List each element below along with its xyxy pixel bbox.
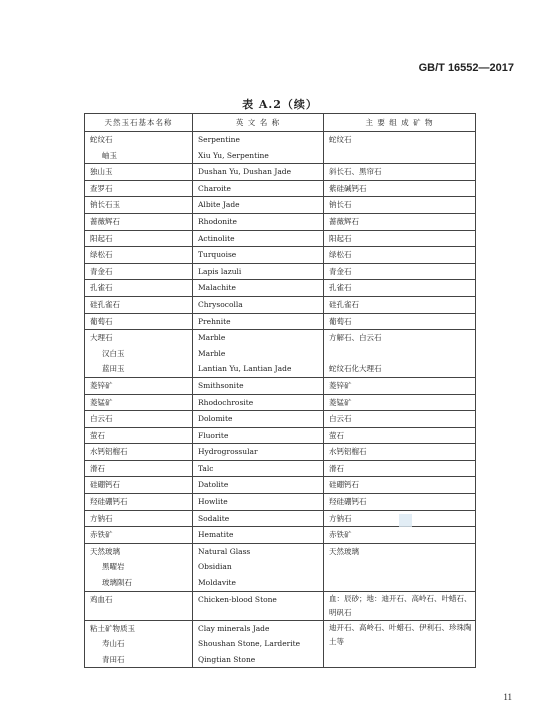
- english-name: Lapis lazuli: [198, 266, 242, 276]
- cell-mineral: [324, 164, 476, 181]
- cell-mineral: [324, 280, 476, 297]
- mineral-text: 硅硼钙石: [329, 480, 359, 490]
- english-name: Sodalite: [198, 513, 230, 523]
- mineral-text: 天然玻璃: [329, 546, 359, 556]
- table-row: [85, 460, 476, 477]
- cell-english-name: [193, 494, 324, 511]
- gem-name: 菱锌矿: [90, 380, 113, 390]
- english-name: Malachite: [198, 283, 236, 293]
- table-row: [85, 477, 476, 494]
- table-row: [85, 280, 476, 297]
- cell-english-name: [193, 263, 324, 280]
- cell-name: [85, 296, 193, 313]
- cell-mineral: [324, 197, 476, 214]
- cell-name: [85, 330, 193, 378]
- mineral-text: 萤石: [329, 430, 344, 440]
- mineral-text: 羟硅硼钙石: [329, 497, 367, 507]
- cell-name: [85, 444, 193, 461]
- gem-name: 绿松石: [90, 250, 113, 260]
- table-row: [85, 180, 476, 197]
- cell-mineral: [324, 444, 476, 461]
- english-name: Charoite: [198, 183, 231, 193]
- english-name: Xiu Yu, Serpentine: [198, 150, 269, 160]
- english-name: Serpentine: [198, 135, 240, 144]
- mineral-text: 水钙铝榴石: [329, 447, 367, 457]
- english-name: Marble: [198, 333, 226, 343]
- mineral-text: 蛇纹石化大理石: [329, 364, 382, 374]
- cell-name: [85, 427, 193, 444]
- gem-name: 蛇纹石: [90, 135, 113, 144]
- cell-english-name: [193, 280, 324, 297]
- variety-name: 青田石: [102, 654, 125, 664]
- cell-mineral: [324, 543, 476, 591]
- table-row: [85, 197, 476, 214]
- variety-name: 玻璃陨石: [102, 578, 132, 588]
- table-row: [85, 527, 476, 544]
- cell-mineral: [324, 213, 476, 230]
- cell-name: [85, 280, 193, 297]
- mineral-text: 方钠石: [329, 513, 352, 523]
- table-row: [85, 230, 476, 247]
- cell-name: [85, 620, 193, 668]
- variety-name: 寿山石: [102, 639, 125, 649]
- cell-name: [85, 411, 193, 428]
- cell-mineral: [324, 591, 476, 620]
- gem-name: 孔雀石: [90, 283, 113, 293]
- english-name: Natural Glass: [198, 546, 251, 556]
- english-name: Shoushan Stone, Larderite: [198, 639, 301, 649]
- english-name: Chicken-blood Stone: [198, 594, 277, 604]
- cell-english-name: [193, 197, 324, 214]
- gem-name: 阳起石: [90, 233, 113, 243]
- table-row: [85, 132, 476, 164]
- english-name: Clay minerals Jade: [198, 623, 270, 633]
- table-row: [85, 377, 476, 394]
- cell-name: [85, 313, 193, 330]
- gem-name: 鸡血石: [90, 594, 113, 604]
- cell-mineral: [324, 411, 476, 428]
- cell-english-name: [193, 132, 324, 164]
- table-row: [85, 494, 476, 511]
- mineral-text: 葡萄石: [329, 316, 352, 326]
- table-body: [85, 132, 476, 668]
- table-row: [85, 164, 476, 181]
- cell-mineral: [324, 313, 476, 330]
- cell-mineral: [324, 494, 476, 511]
- cell-mineral: [324, 427, 476, 444]
- gem-name: 葡萄石: [90, 316, 113, 326]
- cell-mineral: [324, 296, 476, 313]
- cell-mineral: [324, 330, 476, 378]
- table-row: [85, 411, 476, 428]
- gem-name: 粘土矿物质玉: [90, 623, 135, 633]
- cell-mineral: [324, 180, 476, 197]
- english-name: Rhodonite: [198, 216, 237, 226]
- variety-name: 黑曜岩: [102, 562, 125, 572]
- mineral-text: 菱锌矿: [329, 380, 352, 390]
- english-name: Howlite: [198, 497, 228, 507]
- table-row: [85, 620, 476, 668]
- cell-name: [85, 527, 193, 544]
- cell-name: [85, 132, 193, 164]
- table-row: [85, 330, 476, 378]
- english-name: Qingtian Stone: [198, 654, 256, 664]
- mineral-text: 血：辰砂；地：迪开石、高岭石、叶蜡石、明矾石: [329, 593, 472, 617]
- mineral-text: 迪开石、高岭石、叶蜡石、伊利石、珍珠陶土等: [329, 622, 472, 646]
- gem-name: 赤铁矿: [90, 530, 113, 540]
- cell-english-name: [193, 411, 324, 428]
- cell-name: [85, 197, 193, 214]
- english-name: Lantian Yu, Lantian Jade: [198, 364, 292, 374]
- cell-name: [85, 230, 193, 247]
- cell-english-name: [193, 620, 324, 668]
- table-row: [85, 247, 476, 264]
- cell-mineral: [324, 247, 476, 264]
- cell-english-name: [193, 247, 324, 264]
- cell-mineral: [324, 394, 476, 411]
- cell-english-name: [193, 296, 324, 313]
- column-header-english: 英 文 名 称: [193, 114, 324, 132]
- mineral-text: 孔雀石: [329, 283, 352, 293]
- cell-english-name: [193, 377, 324, 394]
- variety-name: 蓝田玉: [102, 364, 125, 374]
- mineral-text: 赤铁矿: [329, 530, 352, 540]
- gem-name: 滑石: [90, 463, 105, 473]
- cell-english-name: [193, 180, 324, 197]
- cell-mineral: [324, 460, 476, 477]
- table-row: [85, 313, 476, 330]
- cell-name: [85, 213, 193, 230]
- gem-name: 钠长石玉: [90, 200, 120, 210]
- gem-name: 蔷薇辉石: [90, 216, 120, 226]
- gem-name: 大理石: [90, 333, 113, 343]
- standard-code: GB/T 16552—2017: [418, 62, 514, 74]
- english-name: Dushan Yu, Dushan Jade: [198, 167, 292, 177]
- gem-name: 查罗石: [90, 183, 113, 193]
- english-name: Chrysocolla: [198, 299, 243, 309]
- gem-name: 羟硅硼钙石: [90, 497, 128, 507]
- cell-english-name: [193, 330, 324, 378]
- table-row: [85, 543, 476, 591]
- english-name: Smithsonite: [198, 380, 244, 390]
- table-row: [85, 394, 476, 411]
- mineral-text: 蛇纹石: [329, 135, 352, 144]
- cell-english-name: [193, 527, 324, 544]
- gem-name: 天然玻璃: [90, 546, 120, 556]
- variety-name: 岫玉: [102, 150, 117, 160]
- cell-english-name: [193, 427, 324, 444]
- cell-english-name: [193, 477, 324, 494]
- table-header-row: [85, 114, 476, 132]
- cell-name: [85, 591, 193, 620]
- english-name: Fluorite: [198, 430, 229, 440]
- table-row: [85, 427, 476, 444]
- mineral-text: [329, 346, 475, 362]
- english-name: Actinolite: [198, 233, 235, 243]
- gem-name: 独山玉: [90, 167, 113, 177]
- english-name: Dolomite: [198, 414, 233, 424]
- cell-english-name: [193, 230, 324, 247]
- page-number: 11: [503, 692, 512, 702]
- cell-name: [85, 263, 193, 280]
- english-name: Obsidian: [198, 562, 232, 572]
- table-row: [85, 296, 476, 313]
- english-name: Hydrogrossular: [198, 447, 258, 457]
- mineral-text: 白云石: [329, 414, 352, 424]
- cell-name: [85, 180, 193, 197]
- english-name: Prehnite: [198, 316, 231, 326]
- gem-name: 水钙铝榴石: [90, 447, 128, 457]
- mineral-text: 方解石、白云石: [329, 333, 382, 343]
- cell-name: [85, 543, 193, 591]
- table-row: [85, 263, 476, 280]
- english-name: Marble: [198, 348, 226, 358]
- cell-name: [85, 460, 193, 477]
- english-name: Rhodochrosite: [198, 397, 254, 407]
- gem-name: 萤石: [90, 430, 105, 440]
- mineral-text: 钠长石: [329, 200, 352, 210]
- gem-name: 菱锰矿: [90, 397, 113, 407]
- gem-name: 硅硼钙石: [90, 480, 120, 490]
- cell-name: [85, 494, 193, 511]
- mineral-text: 滑石: [329, 463, 344, 473]
- cell-english-name: [193, 313, 324, 330]
- table-title: 表 A.2（续）: [242, 98, 318, 111]
- watermark-mark: [399, 514, 412, 527]
- english-name: Moldavite: [198, 578, 236, 588]
- table-row: [85, 510, 476, 527]
- cell-mineral: [324, 527, 476, 544]
- gem-name: 硅孔雀石: [90, 299, 120, 309]
- variety-name: 汉白玉: [102, 348, 125, 358]
- mineral-text: 绿松石: [329, 250, 352, 260]
- cell-mineral: [324, 477, 476, 494]
- cell-mineral: [324, 132, 476, 164]
- gem-name: 白云石: [90, 414, 113, 424]
- cell-english-name: [193, 510, 324, 527]
- cell-mineral: [324, 620, 476, 668]
- english-name: Hematite: [198, 530, 234, 540]
- gem-name: 方钠石: [90, 513, 113, 523]
- cell-name: [85, 477, 193, 494]
- mineral-text: 蔷薇辉石: [329, 216, 359, 226]
- gemstone-table: [84, 113, 476, 668]
- cell-name: [85, 164, 193, 181]
- cell-name: [85, 510, 193, 527]
- cell-english-name: [193, 394, 324, 411]
- cell-name: [85, 247, 193, 264]
- mineral-text: 斜长石、黑帘石: [329, 167, 382, 177]
- cell-mineral: [324, 230, 476, 247]
- mineral-text: 硅孔雀石: [329, 299, 359, 309]
- cell-english-name: [193, 543, 324, 591]
- cell-mineral: [324, 263, 476, 280]
- english-name: Turquoise: [198, 250, 237, 260]
- column-header-name: 天然玉石基本名称: [85, 114, 193, 132]
- cell-english-name: [193, 591, 324, 620]
- english-name: Datolite: [198, 480, 229, 490]
- mineral-text: 阳起石: [329, 233, 352, 243]
- table-row: [85, 591, 476, 620]
- table-row: [85, 444, 476, 461]
- cell-english-name: [193, 213, 324, 230]
- cell-name: [85, 377, 193, 394]
- table-row: [85, 213, 476, 230]
- mineral-text: 菱锰矿: [329, 397, 352, 407]
- cell-name: [85, 394, 193, 411]
- cell-english-name: [193, 164, 324, 181]
- gem-name: 青金石: [90, 266, 113, 276]
- cell-english-name: [193, 444, 324, 461]
- cell-mineral: [324, 377, 476, 394]
- mineral-text: 青金石: [329, 266, 352, 276]
- english-name: Albite Jade: [198, 200, 240, 210]
- english-name: Talc: [198, 463, 214, 473]
- cell-english-name: [193, 460, 324, 477]
- mineral-text: 紫硅碱钙石: [329, 183, 367, 193]
- column-header-mineral: 主 要 组 成 矿 物: [324, 114, 476, 132]
